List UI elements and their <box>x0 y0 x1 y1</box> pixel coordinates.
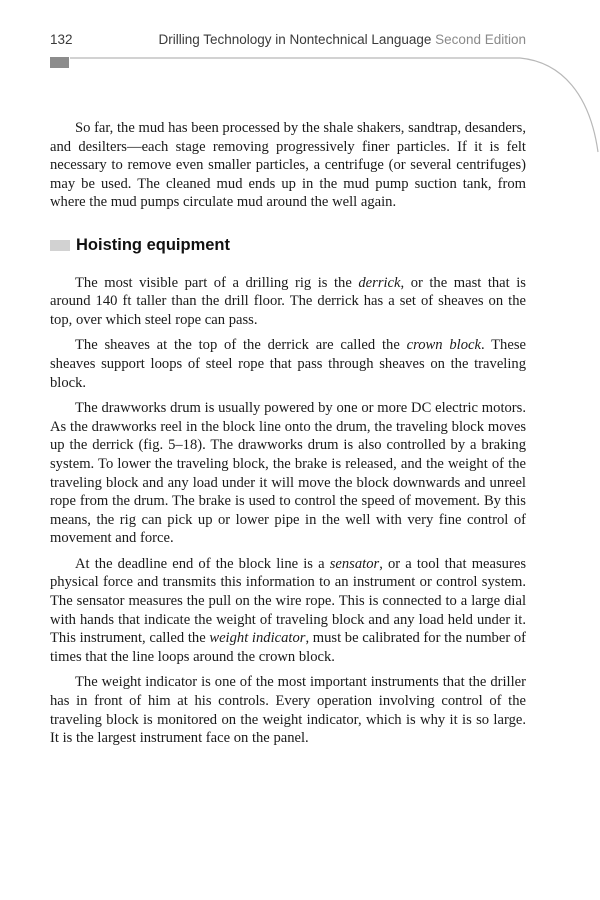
body-text <box>50 119 526 755</box>
running-title <box>158 32 526 47</box>
corner-marker <box>50 57 69 68</box>
book-title: Drilling Technology in Nontechnical Language <box>158 32 432 47</box>
paragraph-weight-indicator: The weight indicator is one of the most important instruments that the driller has in front of him at his controls. Every operation involving control of the traveling block is monitored on the weight indicator, which is why it is so large. It is the largest instrument face on the panel. <box>50 674 526 747</box>
term-sensator: sensator <box>329 555 380 572</box>
paragraph-drawworks: The drawworks drum is usually powered by one or more DC electric motors. As the drawworks reel in the block line onto the drum, the traveling block moves up the derrick (fig. 5–18). The drawworks drum is also controlled by a braking system. To lower the traveling block, the brake is released, and the weight of the traveling block and any load under it will move the block downwards and unreel rope from the drum. The brake is used to control the speed of movement. By this means, the rig can pick up or lower pipe in the well with very fine control of movement and force. <box>50 400 526 547</box>
term-crown-block: crown block <box>406 337 481 354</box>
paragraph-sensator: At the deadline end of the block line is a sensator, or a tool that measures physical force and transmits this information to an instrument or control system. The sensator measures the pull on the wire rope. This is connected to a large dial with hands that indicate the weight of traveling block and any load held under it. This instrument, called the weight indicator, must be calibrated for the number of times that the line loops around the crown block. <box>50 555 526 665</box>
term-derrick: derrick <box>358 274 401 291</box>
term-weight-indicator: weight indicator <box>209 630 306 647</box>
page-number: 132 <box>50 32 73 47</box>
section-heading <box>50 236 526 255</box>
intro-paragraph: So far, the mud has been processed by the shale shakers, sandtrap, desanders, and desilters—each stage removing progressively finer particles. If it is felt necessary to remove even smaller particles, a centrifuge (or several centrifuges) may be used. The cleaned mud ends up in the mud pump suction tank, from where the mud pumps circulate mud around the well again. <box>50 120 526 211</box>
section-heading-text: Hoisting equipment <box>76 235 230 254</box>
edition-label: Second Edition <box>435 32 526 47</box>
paragraph-crown-block: The sheaves at the top of the derrick are called the crown block. These sheaves support loops of steel rope that pass through sheaves on the traveling block. <box>50 337 526 391</box>
running-header <box>50 32 526 50</box>
paragraph-derrick: The most visible part of a drilling rig is the derrick, or the mast that is around 140 ft taller than the drill floor. The derrick has a set of sheaves on the top, over which steel rope can pass. <box>50 274 526 328</box>
heading-marker <box>50 240 70 251</box>
